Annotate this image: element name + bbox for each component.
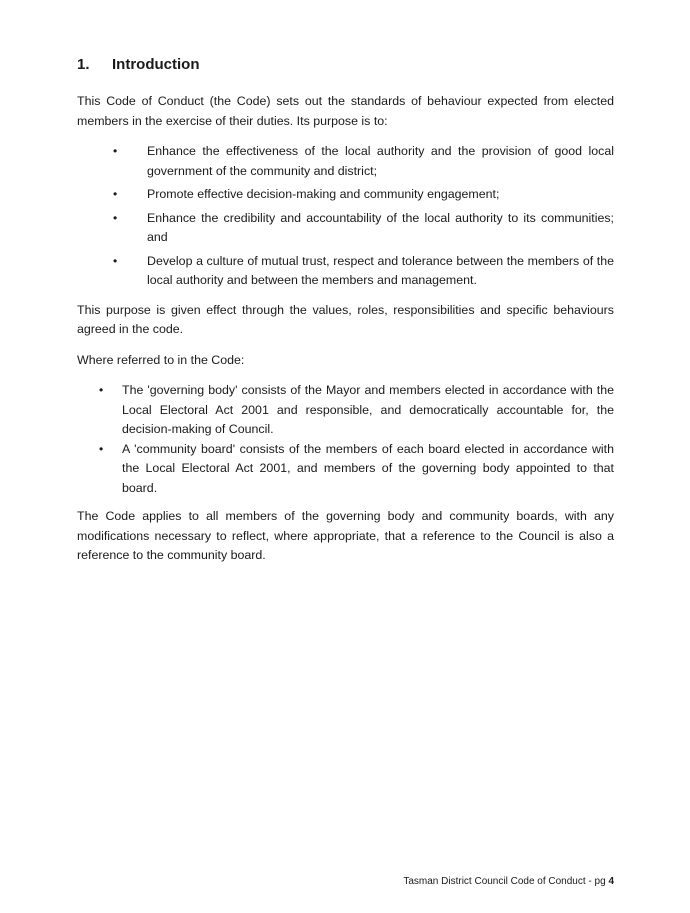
purpose-item-text: Promote effective decision-making and community engagement;: [147, 187, 500, 201]
page-content: [77, 54, 614, 577]
purpose-item-text: Enhance the credibility and accountability of the local authority to its communities; and: [147, 210, 614, 244]
purpose-effect-paragraph: This purpose is given effect through the values, roles, responsibilities and specific behaviours agreed in the code.: [77, 302, 614, 336]
bullet-icon: •: [113, 210, 118, 225]
bullet-icon: •: [113, 187, 118, 201]
section-number: 1.: [77, 56, 90, 73]
footer-text: Tasman District Council Code of Conduct - pg: [403, 876, 609, 887]
page-number: 4: [608, 876, 614, 887]
reference-item-text: The 'governing body' consists of the Mayor and members elected in accordance with the Local Electoral Act 2001 and responsible, and democratically accountable for, the decision-making of Council.: [122, 383, 614, 436]
reference-item-text: A 'community board' consists of the members of each board elected in accordance with the Local Electoral Act 2001, and members of the governing body appointed to that board.: [122, 441, 614, 495]
purpose-list-item: [77, 142, 614, 181]
reference-list: [77, 381, 614, 498]
intro-paragraph: This Code of Conduct (the Code) sets out the standards of behaviour expected from elected members in the exercise of their duties. Its purpose is to:: [77, 94, 614, 128]
section-title: Introduction: [112, 56, 200, 73]
purpose-list: [77, 142, 614, 291]
purpose-list-item: [77, 209, 614, 248]
bullet-icon: •: [99, 383, 104, 397]
bullet-icon: •: [113, 253, 118, 268]
reference-list-item: [77, 381, 614, 440]
bullet-icon: •: [99, 441, 104, 456]
reference-list-item: [77, 440, 614, 499]
bullet-icon: •: [113, 144, 118, 158]
purpose-item-text: Enhance the effectiveness of the local authority and the provision of good local government of the community and district;: [147, 144, 614, 178]
purpose-list-item: [77, 252, 614, 291]
purpose-item-text: Develop a culture of mutual trust, respect and tolerance between the members of the local authority and between the members and management.: [147, 253, 614, 287]
application-paragraph: The Code applies to all members of the governing body and community boards, with any modifications necessary to reflect, where appropriate, that a reference to the Council is also a reference to the community board.: [77, 509, 614, 562]
referred-paragraph: Where referred to in the Code:: [77, 352, 245, 367]
section-heading: [77, 54, 614, 76]
purpose-list-item: [77, 185, 614, 205]
page-footer: [403, 875, 614, 889]
